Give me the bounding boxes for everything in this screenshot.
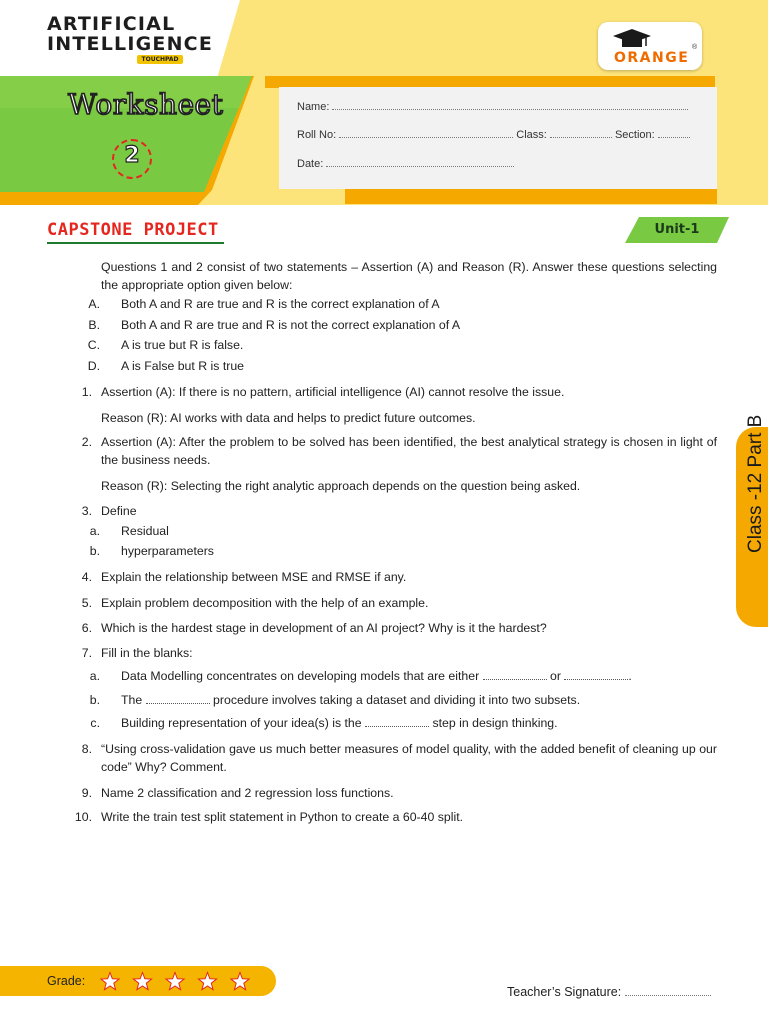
star-icon[interactable] <box>133 973 151 990</box>
fill-text: or <box>550 669 561 683</box>
fill-blank-c <box>121 716 558 731</box>
signature-field[interactable] <box>625 986 711 996</box>
option-letter: C. <box>87 338 100 352</box>
question-number: 1. <box>81 385 92 399</box>
question-assertion: Assertion (A): If there is no pattern, artificial intelligence (AI) cannot resolve the issue. <box>101 385 565 399</box>
question-number: 7. <box>81 646 92 660</box>
fill-text: Data Modelling concentrates on developing models that are either <box>121 669 480 683</box>
grade-label: Grade: <box>47 974 86 988</box>
question-number: 6. <box>81 621 92 635</box>
fill-text: procedure involves taking a dataset and dividing it into two subsets. <box>213 693 581 707</box>
section-label: Section: <box>614 129 655 141</box>
star-icon[interactable] <box>101 973 119 990</box>
fill-blank-b <box>121 693 580 708</box>
question-number: 9. <box>81 786 92 800</box>
blank-field[interactable] <box>365 717 429 727</box>
graduation-cap-icon <box>612 28 652 50</box>
option-text: A is False but R is true <box>121 359 245 373</box>
question-reason: Reason (R): Selecting the right analytic approach depends on the question being asked. <box>101 479 581 493</box>
sub-letter: a. <box>89 669 100 683</box>
question-number: 10. <box>74 810 92 824</box>
option-letter: A. <box>88 297 100 311</box>
sub-letter: b. <box>89 544 100 558</box>
brand-line-1: ARTIFICIAL <box>47 13 176 35</box>
rollno-field[interactable] <box>339 128 513 138</box>
student-info-box <box>279 87 717 189</box>
brand-logo <box>47 13 213 63</box>
fill-blank-a <box>121 669 632 684</box>
question-text: Fill in the blanks: <box>101 646 193 660</box>
publisher-name: ORANGE <box>614 50 690 66</box>
question-text: Define <box>101 504 137 518</box>
question-text: Write the train test split statement in Python to create a 60-40 split. <box>101 810 464 824</box>
question-number: 4. <box>81 570 92 584</box>
question-text: Name 2 classification and 2 regression loss functions. <box>101 786 394 800</box>
option-text: Both A and R are true and R is the correct explanation of A <box>121 297 440 311</box>
registered-mark: ® <box>692 44 698 51</box>
question-reason: Reason (R): AI works with data and helps to predict future outcomes. <box>101 411 476 425</box>
question-number: 5. <box>81 596 92 610</box>
question-number: 3. <box>81 504 92 518</box>
unit-label: Unit-1 <box>654 222 700 237</box>
fill-text: . <box>628 669 632 683</box>
question-text: Which is the hardest stage in development of an AI project? Why is it the hardest? <box>101 621 547 635</box>
option-text: Both A and R are true and R is not the correct explanation of A <box>121 318 461 332</box>
date-field[interactable] <box>326 157 514 167</box>
date-row <box>297 157 514 170</box>
instructions: Questions 1 and 2 consist of two statements – Assertion (A) and Reason (R). Answer these questions selecting the appropriate option given below: <box>101 260 717 292</box>
sub-item: Residual <box>121 524 169 538</box>
grade-stars <box>100 970 260 994</box>
question-number: 2. <box>81 435 92 449</box>
question-text: Explain problem decomposition with the help of an example. <box>101 596 429 610</box>
question-assertion: Assertion (A): After the problem to be solved has been identified, the best analytical strategy is chosen in light of the business needs. <box>101 435 717 467</box>
class-field[interactable] <box>550 128 612 138</box>
teacher-signature <box>507 985 711 999</box>
brand-badge: TOUCHPAD <box>137 55 183 64</box>
signature-label: Teacher’s Signature: <box>507 985 622 999</box>
sub-letter: c. <box>90 716 100 730</box>
name-field[interactable] <box>332 100 688 110</box>
option-letter: D. <box>87 359 100 373</box>
name-label: Name: <box>297 101 330 113</box>
star-icon[interactable] <box>231 973 249 990</box>
section-field[interactable] <box>658 128 690 138</box>
question-text: “Using cross-validation gave us much better measures of model quality, with the added benefit of cleaning up our code” Why? Comment. <box>101 742 717 774</box>
fill-text: Building representation of your idea(s) is the <box>121 716 362 730</box>
question-number: 8. <box>81 742 92 756</box>
option-text: A is true but R is false. <box>121 338 244 352</box>
section-title-underline <box>47 242 224 244</box>
blank-field[interactable] <box>564 670 628 680</box>
class-label: Class: <box>516 129 547 141</box>
sub-letter: b. <box>89 693 100 707</box>
star-icon[interactable] <box>198 973 216 990</box>
star-icon[interactable] <box>166 973 184 990</box>
date-label: Date: <box>297 158 324 170</box>
option-letter: B. <box>88 318 100 332</box>
rollno-row <box>297 128 690 141</box>
fill-text: The <box>121 693 143 707</box>
worksheet-title: Worksheet <box>68 88 224 121</box>
rollno-label: Roll No: <box>297 129 337 141</box>
section-title: CAPSTONE PROJECT <box>47 220 219 240</box>
brand-line-2: INTELLIGENCE <box>47 33 213 55</box>
class-side-tab-label <box>745 493 767 553</box>
sub-letter: a. <box>89 524 100 538</box>
sub-item: hyperparameters <box>121 544 214 558</box>
name-row <box>297 100 688 113</box>
blank-field[interactable] <box>146 694 210 704</box>
publisher-logo <box>598 22 702 70</box>
blank-field[interactable] <box>483 670 547 680</box>
question-text: Explain the relationship between MSE and RMSE if any. <box>101 570 407 584</box>
fill-text: step in design thinking. <box>432 716 558 730</box>
worksheet-number: 2 <box>124 143 140 168</box>
